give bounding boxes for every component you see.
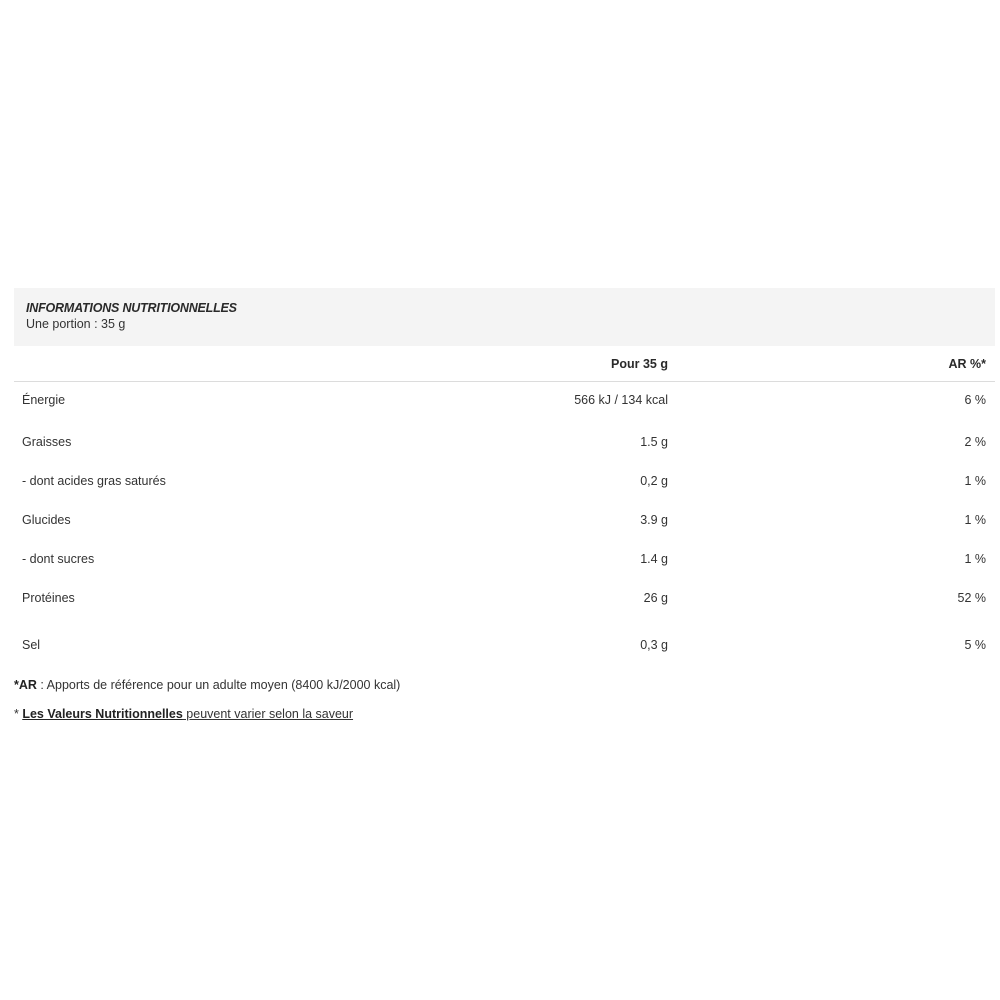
values-footnote-text[interactable]: peuvent varier selon la saveur [182, 707, 354, 721]
ar-footnote [14, 677, 400, 694]
values-footnote-prefix: * [14, 707, 23, 721]
nutrient-ar: 1 % [964, 512, 986, 527]
values-footnote-link[interactable] [22, 707, 353, 721]
nutrient-ar: 6 % [964, 393, 986, 407]
nutrient-per-portion: 3.9 g [640, 512, 668, 527]
panel-header [14, 288, 995, 346]
ar-footnote-text: : Apports de référence pour un adulte moyen (8400 kJ/2000 kcal) [36, 678, 401, 692]
values-footnote-bold[interactable]: Les Valeurs Nutritionnelles [22, 707, 183, 721]
values-footnote[interactable] [14, 706, 400, 723]
nutrient-per-portion: 0,2 g [640, 473, 668, 488]
nutrient-per-portion: 1.5 g [640, 434, 668, 449]
header-ar-percent: AR %* [668, 346, 995, 382]
nutrient-per-portion: 0,3 g [640, 637, 668, 652]
ar-footnote-prefix: *AR [14, 678, 37, 692]
table-row [14, 621, 995, 668]
nutrient-name: Glucides [22, 512, 71, 527]
nutrient-per-portion: 1.4 g [640, 551, 668, 566]
serving-size: Une portion : 35 g [26, 317, 126, 331]
nutrient-ar: 2 % [964, 434, 986, 449]
table-row [14, 382, 995, 419]
nutrient-ar: 1 % [964, 551, 986, 566]
nutrition-table [14, 346, 995, 668]
nutrient-name: Graisses [22, 434, 72, 449]
nutrient-per-portion: 26 g [643, 590, 668, 605]
nutrient-ar: 5 % [964, 637, 986, 652]
nutrient-ar: 52 % [957, 590, 986, 605]
table-row [14, 496, 995, 543]
nutrient-name: - dont acides gras saturés [22, 473, 166, 488]
nutrition-panel [14, 288, 995, 668]
panel-title: INFORMATIONS NUTRITIONNELLES [26, 301, 237, 315]
nutrient-name: Énergie [22, 393, 66, 407]
nutrient-per-portion: 566 kJ / 134 kcal [574, 393, 668, 407]
header-nutrient [14, 346, 522, 382]
table-row [14, 543, 995, 574]
header-per-portion: Pour 35 g [522, 346, 668, 382]
table-row [14, 465, 995, 496]
nutrient-name: - dont sucres [22, 551, 95, 566]
nutrient-ar: 1 % [964, 473, 986, 488]
table-header-row [14, 346, 995, 382]
table-row [14, 574, 995, 621]
table-row [14, 418, 995, 465]
footnotes [14, 677, 400, 735]
nutrient-name: Sel [22, 637, 41, 652]
nutrient-name: Protéines [22, 590, 75, 605]
